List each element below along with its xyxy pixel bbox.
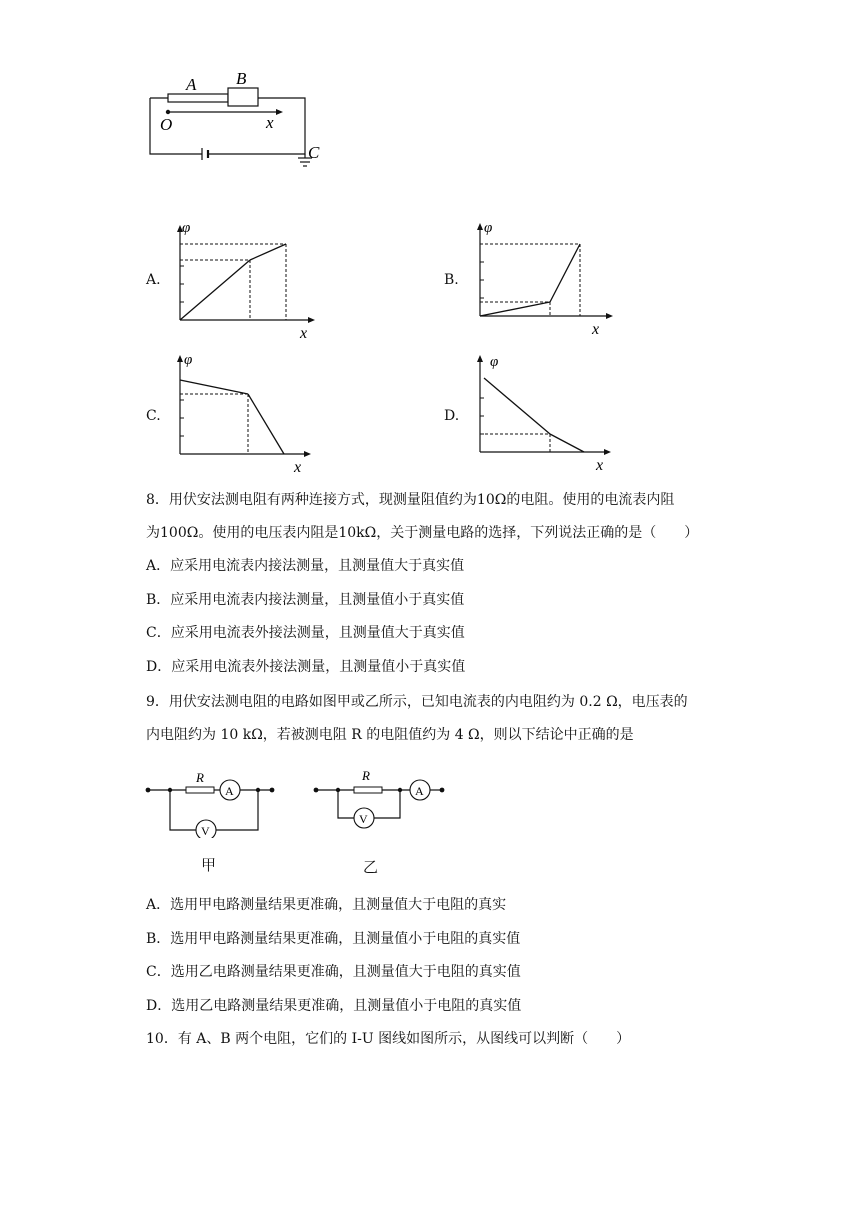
q8-option-b: B．应采用电流表内接法测量，且测量值小于真实值 bbox=[146, 592, 465, 608]
graph-b bbox=[470, 218, 620, 340]
q8-option-a: A．应采用电流表内接法测量，且测量值大于真实值 bbox=[146, 558, 465, 574]
graph-a-y-label: φ bbox=[182, 220, 191, 236]
jia-ammeter-label: A bbox=[225, 784, 234, 798]
graph-d bbox=[470, 352, 620, 476]
graph-c-y-label: φ bbox=[184, 352, 193, 368]
q9-option-d: D．选用乙电路测量结果更准确，且测量值小于电阻的真实值 bbox=[146, 998, 522, 1014]
label-c: C bbox=[308, 143, 320, 162]
graph-b-y-label: φ bbox=[484, 220, 493, 236]
q8-stem-line1: 8．用伏安法测电阻有两种连接方式，现测量阻值约为10Ω的电阻。使用的电流表内阻 bbox=[146, 492, 675, 508]
graph-option-c-label: C. bbox=[146, 408, 161, 424]
q9-option-c: C．选用乙电路测量结果更准确，且测量值大于电阻的真实值 bbox=[146, 964, 521, 980]
graph-b-x-label: x bbox=[592, 321, 600, 338]
yi-r-label: R bbox=[362, 768, 370, 783]
q9-option-a: A．选用甲电路测量结果更准确，且测量值大于电阻的真实 bbox=[146, 897, 507, 913]
q9-stem-line1: 9．用伏安法测电阻的电路如图甲或乙所示，已知电流表的内电阻约为 0.2 Ω，电压表的 bbox=[146, 694, 688, 710]
graph-a bbox=[170, 220, 320, 342]
slider-circuit-figure bbox=[140, 66, 350, 176]
circuit-yi-caption: 乙 bbox=[363, 858, 379, 876]
circuit-yi bbox=[310, 766, 450, 838]
graph-c bbox=[170, 352, 320, 476]
graph-option-b-label: B. bbox=[444, 272, 459, 288]
graph-option-a-label: A. bbox=[146, 272, 161, 288]
label-a: A bbox=[186, 75, 197, 94]
q8-option-d: D．应采用电流表外接法测量，且测量值小于真实值 bbox=[146, 659, 466, 675]
label-o: O bbox=[160, 115, 173, 134]
q9-option-b: B．选用甲电路测量结果更准确，且测量值小于电阻的真实值 bbox=[146, 931, 521, 947]
circuit-jia-caption: 甲 bbox=[201, 856, 217, 874]
label-b: B bbox=[236, 69, 247, 88]
graph-a-x-label: x bbox=[300, 325, 308, 342]
label-x: x bbox=[266, 113, 274, 132]
yi-ammeter-label: A bbox=[415, 784, 424, 798]
q10-stem: 10．有 A、B 两个电阻，它们的 I-U 图线如图所示，从图线可以判断（ ） bbox=[146, 1031, 631, 1047]
graph-option-d-label: D. bbox=[444, 408, 460, 424]
jia-voltmeter-label: V bbox=[201, 824, 210, 838]
yi-voltmeter-label: V bbox=[359, 812, 368, 826]
graph-d-y-label: φ bbox=[490, 354, 499, 370]
jia-r-label: R bbox=[196, 770, 204, 785]
q9-stem-line2: 内电阻约为 10 kΩ，若被测电阻 R 的电阻值约为 4 Ω，则以下结论中正确的是 bbox=[146, 727, 634, 743]
q8-option-c: C．应采用电流表外接法测量，且测量值大于真实值 bbox=[146, 625, 465, 641]
circuit-jia bbox=[142, 766, 282, 838]
graph-c-x-label: x bbox=[294, 459, 302, 476]
graph-d-x-label: x bbox=[596, 457, 604, 474]
q8-stem-line2: 为100Ω。使用的电压表内阻是10kΩ，关于测量电路的选择，下列说法正确的是（ ） bbox=[146, 525, 699, 541]
